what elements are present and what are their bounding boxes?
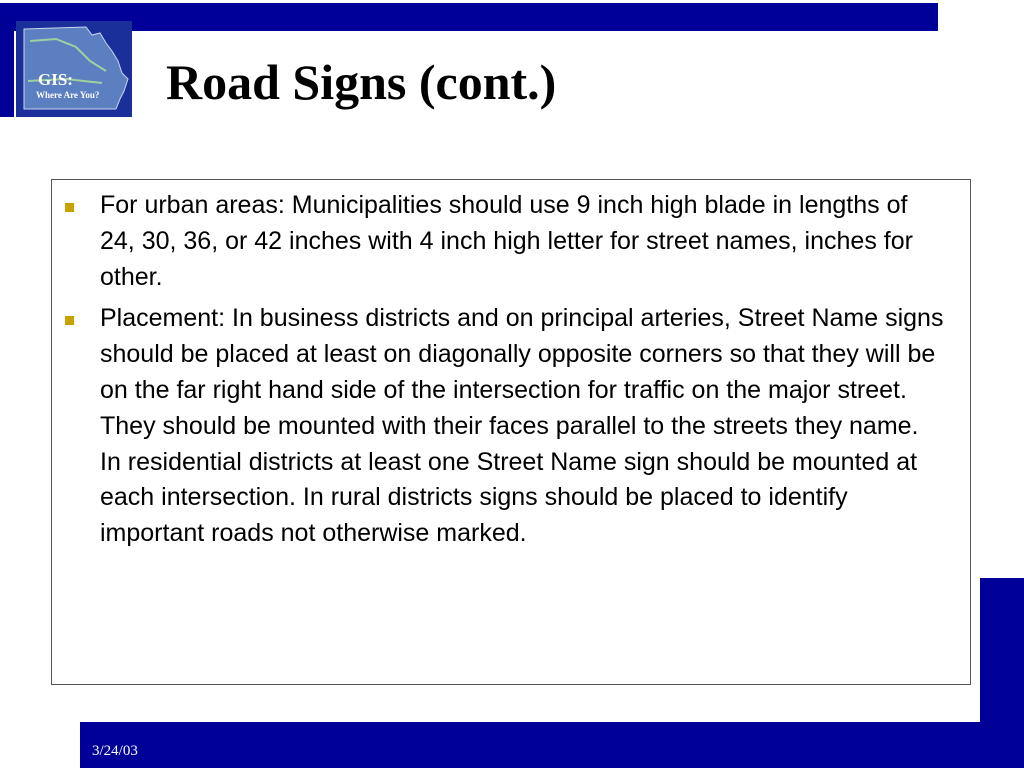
bullet-list bbox=[52, 188, 970, 558]
square-bullet-icon bbox=[65, 316, 74, 325]
content-box bbox=[51, 179, 971, 685]
bottom-banner-bar bbox=[80, 722, 1024, 768]
left-banner-bar bbox=[0, 3, 14, 117]
logo-subtitle: Where Are You? bbox=[36, 90, 100, 100]
logo-title: GIS: bbox=[38, 70, 73, 89]
top-banner-bar bbox=[0, 3, 938, 31]
footer-date: 3/24/03 bbox=[92, 743, 138, 759]
bullet-item bbox=[52, 188, 970, 295]
square-bullet-icon bbox=[65, 203, 74, 212]
missouri-map-logo bbox=[16, 21, 132, 117]
bullet-text: Placement: In business districts and on principal arteries, Street Name signs should be placed at least on diagonally opposite corners so that they will be on the far right hand side of the intersection for traffic on the major street. They should be mounted with their faces parallel to the streets they name. In residential districts at least one Street Name sign should be mounted at each intersection. In rural districts signs should be placed to identify important roads not otherwise marked. bbox=[100, 304, 944, 548]
slide-title: Road Signs (cont.) bbox=[166, 54, 557, 110]
bullet-item bbox=[52, 301, 970, 552]
bullet-text: For urban areas: Municipalities should use 9 inch high blade in lengths of 24, 30, 36, or 42 inches with 4 inch high letter for street names, inches for other. bbox=[100, 191, 913, 291]
